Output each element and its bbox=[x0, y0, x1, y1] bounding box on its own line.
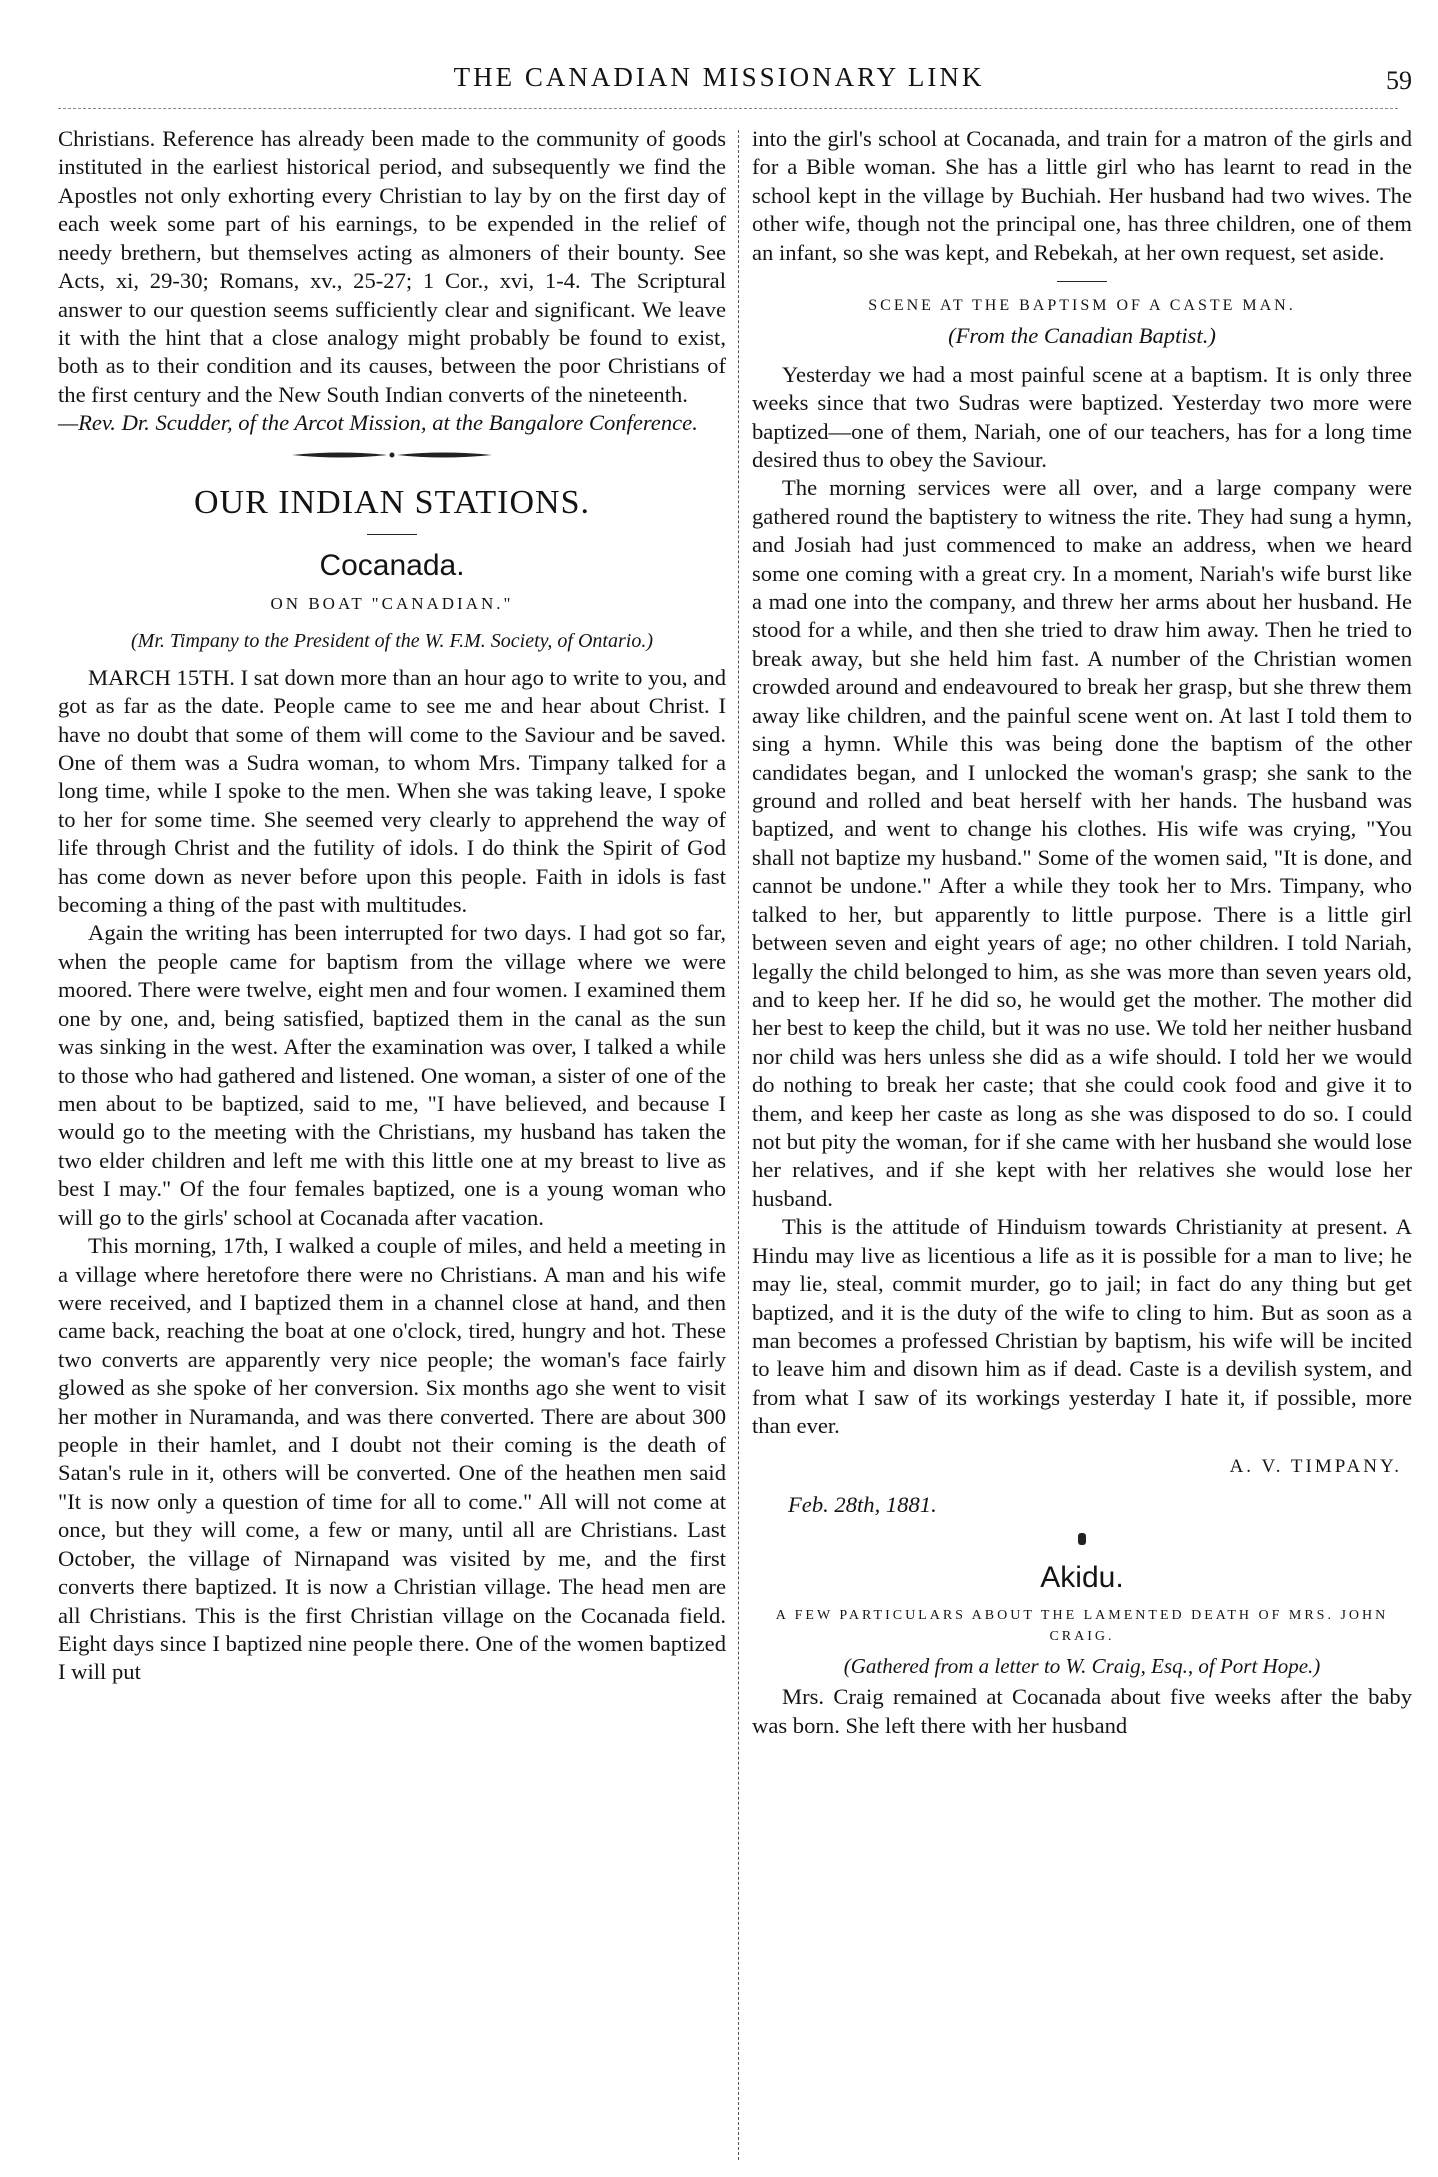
letter-paragraph-3: This morning, 17th, I walked a couple of miles, and held a meeting in a village where heretofore there were no Christians. A man and his wife were received, and I baptized them in a channel close at hand, and then came back, reaching the boat at one o'clock, tired, hungry and hot. These two converts are apparently very nice people; the woman's face fairly glowed as she spoke of her conversion. Six months ago she went to visit her mother in Nuramanda, and was there converted. There are about 300 people in their hamlet, and I doubt not their coming is the death of Satan's rule in it, others will be converted. One of the heathen men said "It is now only a question of time for all to come." All will not come at once, but they will come, a few or many, until all are Christians. Last October, the village of Nirnapand was visited by me, and the first converts there baptized. It is now a Christian village. The head men are all Christians. This is the first Christian village on the Cocanada field. Eight days since I baptized nine people there. One of the women baptized I will put bbox=[58, 1233, 726, 1685]
scene-paragraph-3: This is the attitude of Hinduism towards Christianity at present. A Hindu may live as licentious a life as it is possible for a man to live; he may lie, steal, commit murder, go to jail; in fact do any thing but get baptized, and it is the duty of the wife to cling to him. But as soon as a man becomes a professed Christian by baptism, his wife will be incited to leave him and disown him as if dead. Caste is a devilish system, and from what I saw of its workings yesterday I hate it, if possible, more than ever. bbox=[752, 1214, 1412, 1439]
akidu-source: (Gathered from a letter to W. Craig, Esq., of Port Hope.) bbox=[843, 1653, 1321, 1678]
letter-date: Feb. 28th, 1881. bbox=[788, 1491, 937, 1517]
intro-attribution: —Rev. Dr. Scudder, of the Arcot Mission, at the Bangalore Conference. bbox=[58, 410, 698, 436]
letter-from: (Mr. Timpany to the President of the W. F.M. Society, of Ontario.) bbox=[131, 629, 653, 652]
scene-paragraph-2: The morning services were all over, and a large company were gathered round the baptistery to witness the rite. They had sung a hymn, and Josiah had just commenced to make an address, when we heard some one coming with a great cry. In a moment, Nariah's wife burst like a mad one into the company, and threw her arms about her husband. He stood for a while, and then she tried to draw him away. Then he tried to break away, but she held him fast. A number of the Christian women crowded around and endeavoured to break her grasp, but she threw them away like children, and the painful scene went on. At last I told them to sing a hymn. While this was being done the baptism of the other candidates began, and I unlocked the woman's grasp; she sank to the ground and rolled and beat herself with her hands. The husband was baptized, and went to change his clothes. His wife was crying, "You shall not baptize my husband." Some of the women said, "It is done, and cannot be undone." After a while they took her to Mrs. Timpany, who talked to her, but apparently to little purpose. There is a little girl between seven and eight years of age; no other children. I told Nariah, legally the child belonged to him, as she was more than seven years old, and to keep her. If he did so, he would get the mother. The mother did her best to keep the child, but it was no use. We told her neither husband nor child was hers unless she did as a wife should. I told her we would do nothing to break her caste; that she could cook food and give it to them, and keep her caste as long as she was disposed to do so. I could not but pity the woman, for if she came with her husband she would lose her relatives, and if she kept with her relatives she would lose her husband. bbox=[752, 475, 1412, 1211]
page-header bbox=[0, 62, 1438, 102]
signature: A. V. TIMPANY. bbox=[1229, 1455, 1402, 1477]
boat-line: ON BOAT "CANADIAN." bbox=[270, 594, 514, 614]
ornamental-divider bbox=[282, 450, 502, 460]
section-heading: OUR INDIAN STATIONS. bbox=[194, 483, 590, 521]
short-rule bbox=[1057, 281, 1107, 282]
scene-heading: SCENE AT THE BAPTISM OF A CASTE MAN. bbox=[868, 297, 1296, 315]
right-column bbox=[752, 125, 1412, 1740]
station-heading: Cocanada. bbox=[319, 549, 465, 583]
column-divider bbox=[738, 130, 739, 2160]
akidu-paragraph: Mrs. Craig remained at Cocanada about five weeks after the baby was born. She left there with her husband bbox=[752, 1684, 1412, 1738]
letter-paragraph-2: Again the writing has been interrupted for two days. I had got so far, when the people came for baptism from the village where we were moored. There were twelve, eight men and four women. I examined them one by one, and, being satisfied, baptized them in the canal as the sun was sinking in the west. After the examination was over, I talked a while to those who had gathered and listened. One woman, a sister of one of the men about to be baptized, said to me, "I have believed, and because I would go to the meeting with the Christians, my husband has taken the two elder children and left me with this little one at my breast to live as best I may." Of the four females baptized, one is a young woman who will go to the girls' school at Cocanada after vacation. bbox=[58, 920, 726, 1230]
separator-mark bbox=[1078, 1533, 1086, 1545]
intro-paragraph: Christians. Reference has already been made to the community of goods instituted in the earliest historical period, and subsequently we find the Apostles not only exhorting every Christian to lay by on the first day of each week some part of his earnings, to be expended in the relief of needy brethern, but themselves acting as almoners of their bounty. See Acts, xi, 29-30; Romans, xv., 25-27; 1 Cor., xvi, 1-4. The Scriptural answer to our question seems sufficiently clear and significant. We leave it with the hint that a close analogy might probably be found to exist, both as to their condition and its causes, between the poor Christians of the first century and the New South Indian converts of the nineteenth. bbox=[58, 126, 726, 407]
akidu-heading: Akidu. bbox=[1040, 1561, 1124, 1594]
scene-paragraph-1: Yesterday we had a most painful scene at a baptism. It is only three weeks since that two Sudras were baptized. Yesterday two more were baptized—one of them, Nariah, one of our teachers, has for a long time desired thus to obey the Saviour. bbox=[752, 361, 1412, 472]
continued-paragraph: into the girl's school at Cocanada, and train for a matron of the girls and for a Bible woman. She has a little girl who has learnt to read in the school kept in the village by Buchiah. Her husband had two wives. The other wife, though not the principal one, has three children, one of them an infant, so she was kept, and Rebekah, at her own request, set aside. bbox=[752, 126, 1412, 265]
scene-source: (From the Canadian Baptist.) bbox=[948, 323, 1216, 349]
akidu-subheading: A FEW PARTICULARS ABOUT THE LAMENTED DEATH OF MRS. JOHN CRAIG. bbox=[775, 1607, 1389, 1644]
letter-paragraph-1: MARCH 15TH. I sat down more than an hour ago to write to you, and got as far as the date. People came to see me and hear about Christ. I have no doubt that some of them will come to the Saviour and be saved. One of them was a Sudra woman, to whom Mrs. Timpany talked for a long time, while I spoke to the men. When she was taking leave, I spoke to her for some time. She seemed very clearly to apprehend the way of life through Christ and the futility of idols. I do think the Spirit of God has come down as never before upon this people. Faith in idols is fast becoming a thing of the past with multitudes. bbox=[58, 664, 726, 918]
short-rule bbox=[367, 534, 417, 535]
left-column bbox=[58, 125, 726, 1687]
header-rule bbox=[58, 108, 1398, 109]
publication-title: THE CANADIAN MISSIONARY LINK bbox=[453, 62, 985, 92]
page-number: 59 bbox=[1386, 66, 1412, 95]
